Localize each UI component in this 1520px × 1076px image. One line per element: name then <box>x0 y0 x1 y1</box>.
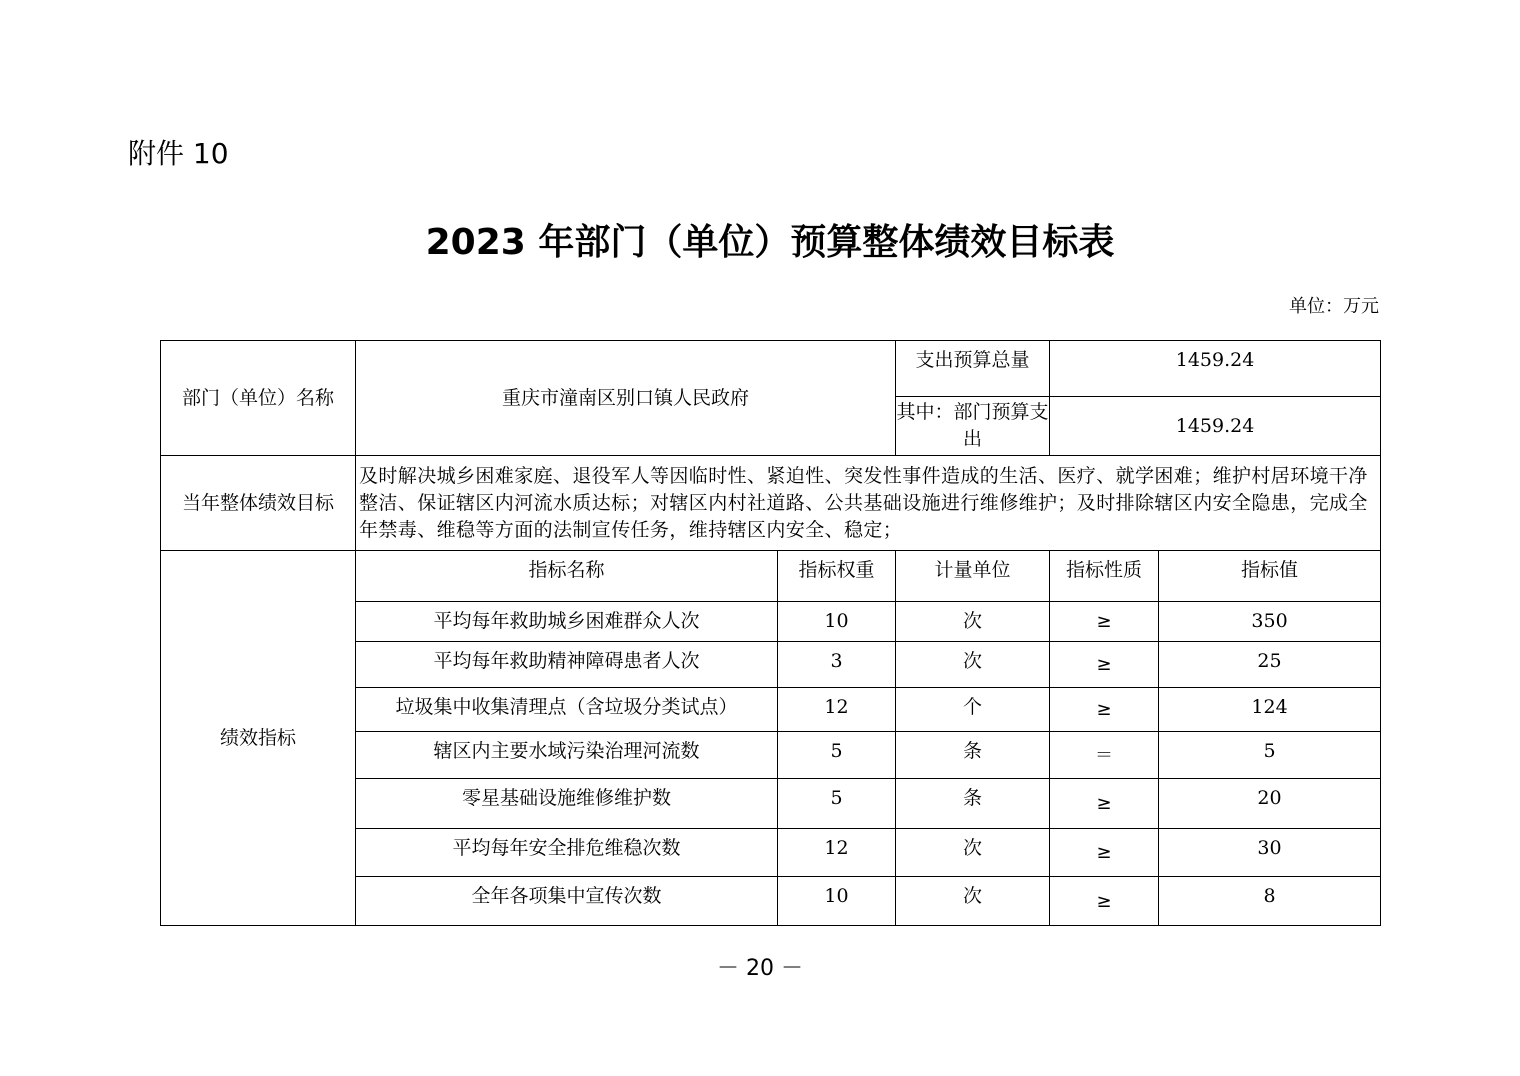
dept-name-label: 部门（单位）名称 <box>161 341 356 456</box>
indicator-weight: 5 <box>778 732 896 779</box>
column-header-value: 指标值 <box>1159 551 1381 602</box>
indicator-weight: 10 <box>778 602 896 642</box>
dept-budget-label: 其中：部门预算支出 <box>896 397 1050 456</box>
indicator-unit: 次 <box>896 602 1050 642</box>
indicator-value: 8 <box>1159 877 1381 926</box>
column-header-nature: 指标性质 <box>1050 551 1159 602</box>
indicator-name: 零星基础设施维修维护数 <box>356 779 778 829</box>
goal-row <box>161 456 1381 551</box>
goal-label: 当年整体绩效目标 <box>161 456 356 551</box>
indicator-nature: ≥ <box>1050 779 1159 829</box>
column-header-name: 指标名称 <box>356 551 778 602</box>
indicator-nature: ≥ <box>1050 602 1159 642</box>
indicator-name: 全年各项集中宣传次数 <box>356 877 778 926</box>
dept-name-value: 重庆市潼南区别口镇人民政府 <box>356 341 896 456</box>
indicator-nature: ≥ <box>1050 877 1159 926</box>
attachment-label: 附件 10 <box>128 137 229 170</box>
indicator-name: 垃圾集中收集清理点（含垃圾分类试点） <box>356 688 778 732</box>
indicator-header-row <box>161 551 1381 602</box>
indicator-unit: 个 <box>896 688 1050 732</box>
total-budget-value: 1459.24 <box>1050 341 1381 397</box>
column-header-unit: 计量单位 <box>896 551 1050 602</box>
indicator-unit: 条 <box>896 732 1050 779</box>
indicator-name: 平均每年救助城乡困难群众人次 <box>356 602 778 642</box>
indicator-value: 350 <box>1159 602 1381 642</box>
indicator-nature: ≥ <box>1050 829 1159 877</box>
indicator-weight: 5 <box>778 779 896 829</box>
goal-text: 及时解决城乡困难家庭、退役军人等因临时性、紧迫性、突发性事件造成的生活、医疗、就学困难；维护村居环境干净整洁、保证辖区内河流水质达标；对辖区内村社道路、公共基础设施进行维修维护；及时排除辖区内安全隐患，完成全年禁毒、维稳等方面的法制宣传任务，维持辖区内安全、稳定； <box>356 456 1381 551</box>
indicator-name: 平均每年救助精神障碍患者人次 <box>356 642 778 688</box>
page-title: 2023 年部门（单位）预算整体绩效目标表 <box>425 222 1115 263</box>
indicator-nature: ≥ <box>1050 688 1159 732</box>
indicator-value: 5 <box>1159 732 1381 779</box>
indicator-weight: 10 <box>778 877 896 926</box>
indicator-name: 平均每年安全排危维稳次数 <box>356 829 778 877</box>
indicator-unit: 条 <box>896 779 1050 829</box>
indicator-unit: 次 <box>896 642 1050 688</box>
indicator-name: 辖区内主要水域污染治理河流数 <box>356 732 778 779</box>
total-budget-label: 支出预算总量 <box>896 341 1050 397</box>
indicator-weight: 3 <box>778 642 896 688</box>
indicators-label: 绩效指标 <box>161 551 356 926</box>
header-row-total <box>161 341 1381 397</box>
indicator-nature: ＝ <box>1050 732 1159 779</box>
indicator-value: 30 <box>1159 829 1381 877</box>
indicator-value: 20 <box>1159 779 1381 829</box>
indicator-value: 25 <box>1159 642 1381 688</box>
indicator-weight: 12 <box>778 688 896 732</box>
page-number: － 20 － <box>717 956 803 981</box>
indicator-unit: 次 <box>896 829 1050 877</box>
indicator-nature: ≥ <box>1050 642 1159 688</box>
dept-budget-value: 1459.24 <box>1050 397 1381 456</box>
indicator-unit: 次 <box>896 877 1050 926</box>
column-header-weight: 指标权重 <box>778 551 896 602</box>
indicator-value: 124 <box>1159 688 1381 732</box>
unit-label: 单位：万元 <box>1289 296 1379 317</box>
indicator-weight: 12 <box>778 829 896 877</box>
performance-target-table <box>160 340 1381 926</box>
